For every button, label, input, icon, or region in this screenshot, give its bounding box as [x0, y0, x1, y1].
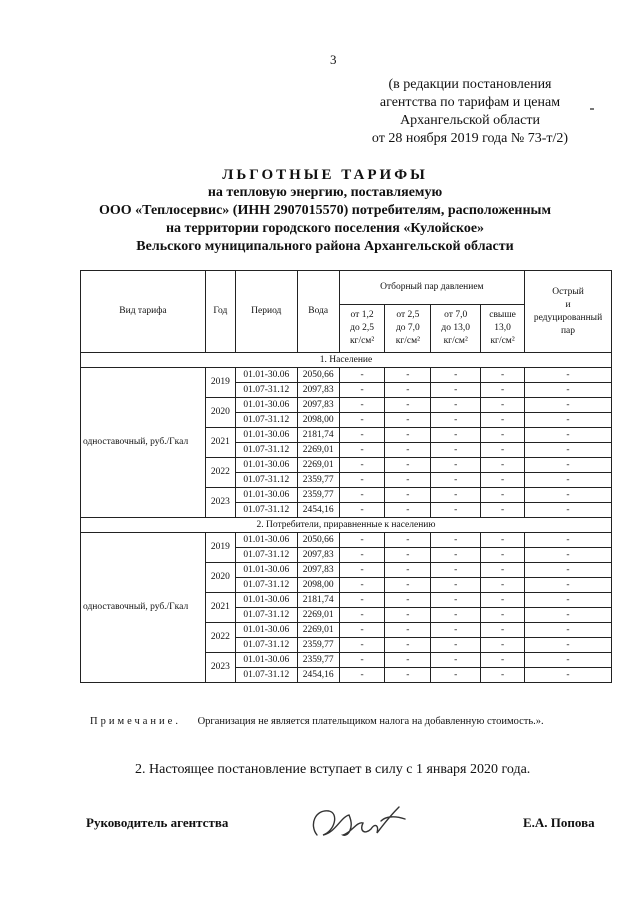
steam-value-cell: -: [339, 458, 385, 473]
steam-value-cell: -: [385, 428, 431, 443]
steam-value-cell: -: [339, 593, 385, 608]
note-label: Примечание.: [90, 716, 181, 727]
water-value-cell: 2359,77: [297, 473, 339, 488]
steam-value-cell: -: [431, 368, 481, 383]
header-period: Период: [235, 271, 297, 353]
water-value-cell: 2269,01: [297, 623, 339, 638]
period-cell: 01.01-30.06: [235, 593, 297, 608]
steam-value-cell: -: [481, 653, 525, 668]
water-value-cell: 2097,83: [297, 383, 339, 398]
water-value-cell: 2359,77: [297, 653, 339, 668]
sharp-steam-value-cell: -: [525, 488, 612, 503]
steam-value-cell: -: [385, 473, 431, 488]
section-title-row: [81, 518, 612, 533]
steam-value-cell: -: [431, 548, 481, 563]
note-text: Организация не является плательщиком налога на добавленную стоимость.».: [197, 716, 544, 727]
steam-value-cell: -: [431, 638, 481, 653]
water-value-cell: 2050,66: [297, 533, 339, 548]
tariff-table-body: [81, 353, 612, 683]
steam-value-cell: -: [385, 368, 431, 383]
steam-value-cell: -: [339, 653, 385, 668]
edition-line: агентства по тарифам и ценам: [379, 95, 561, 110]
steam-value-cell: -: [481, 563, 525, 578]
steam-value-cell: -: [339, 548, 385, 563]
steam-value-cell: -: [385, 488, 431, 503]
water-value-cell: 2097,83: [297, 548, 339, 563]
header-sharp-line: и: [565, 299, 571, 310]
document-title: [60, 166, 590, 256]
steam-value-cell: -: [339, 428, 385, 443]
steam-value-cell: -: [481, 398, 525, 413]
sharp-steam-value-cell: -: [525, 503, 612, 518]
steam-value-cell: -: [385, 653, 431, 668]
steam-value-cell: -: [431, 653, 481, 668]
header-sharp-line: Острый: [552, 286, 584, 297]
sharp-steam-value-cell: -: [525, 638, 612, 653]
sharp-steam-value-cell: -: [525, 443, 612, 458]
edition-note: [345, 76, 595, 148]
period-cell: 01.07-31.12: [235, 638, 297, 653]
year-cell: 2022: [205, 458, 235, 488]
year-cell: 2019: [205, 533, 235, 563]
header-steam-col: [431, 305, 481, 353]
tariff-type-cell: одноставочный, руб./Гкал: [81, 533, 206, 683]
steam-value-cell: -: [385, 443, 431, 458]
sharp-steam-value-cell: -: [525, 413, 612, 428]
steam-value-cell: -: [385, 668, 431, 683]
period-cell: 01.01-30.06: [235, 458, 297, 473]
steam-value-cell: -: [339, 578, 385, 593]
water-value-cell: 2098,00: [297, 578, 339, 593]
steam-value-cell: -: [481, 668, 525, 683]
sharp-steam-value-cell: -: [525, 593, 612, 608]
sharp-steam-value-cell: -: [525, 563, 612, 578]
steam-value-cell: -: [481, 533, 525, 548]
steam-value-cell: -: [385, 458, 431, 473]
steam-value-cell: -: [481, 383, 525, 398]
year-cell: 2020: [205, 398, 235, 428]
header-line: кг/см²: [349, 336, 375, 346]
steam-value-cell: -: [385, 533, 431, 548]
steam-value-cell: -: [339, 368, 385, 383]
steam-value-cell: -: [431, 398, 481, 413]
steam-value-cell: -: [339, 608, 385, 623]
header-line: от 1,2: [350, 310, 374, 320]
steam-value-cell: -: [431, 488, 481, 503]
sharp-steam-value-cell: -: [525, 533, 612, 548]
year-cell: 2023: [205, 488, 235, 518]
effective-date-statement: 2. Настоящее постановление вступает в силу с 1 января 2020 года.: [135, 762, 531, 777]
steam-value-cell: -: [385, 413, 431, 428]
year-cell: 2019: [205, 368, 235, 398]
header-sharp-steam: [525, 271, 612, 353]
water-value-cell: 2269,01: [297, 608, 339, 623]
table-row: [81, 368, 612, 383]
water-value-cell: 2098,00: [297, 413, 339, 428]
sharp-steam-value-cell: -: [525, 368, 612, 383]
steam-value-cell: -: [481, 623, 525, 638]
steam-value-cell: -: [481, 593, 525, 608]
header-line: 13,0: [494, 323, 511, 333]
header-steam-group: Отборный пар давлением: [339, 271, 524, 305]
sharp-steam-value-cell: -: [525, 623, 612, 638]
section-title: 1. Население: [81, 353, 612, 368]
steam-value-cell: -: [385, 398, 431, 413]
water-value-cell: 2050,66: [297, 368, 339, 383]
water-value-cell: 2269,01: [297, 443, 339, 458]
year-cell: 2020: [205, 563, 235, 593]
steam-value-cell: -: [385, 563, 431, 578]
steam-value-cell: -: [339, 623, 385, 638]
header-steam-col: [339, 305, 385, 353]
steam-value-cell: -: [339, 398, 385, 413]
steam-value-cell: -: [385, 383, 431, 398]
period-cell: 01.01-30.06: [235, 533, 297, 548]
period-cell: 01.01-30.06: [235, 488, 297, 503]
water-value-cell: 2181,74: [297, 593, 339, 608]
steam-value-cell: -: [481, 608, 525, 623]
steam-value-cell: -: [481, 473, 525, 488]
period-cell: 01.01-30.06: [235, 368, 297, 383]
steam-value-cell: -: [481, 488, 525, 503]
title-line: на территории городского поселения «Кулойское»: [165, 221, 485, 236]
steam-value-cell: -: [339, 638, 385, 653]
steam-value-cell: -: [481, 458, 525, 473]
water-value-cell: 2454,16: [297, 503, 339, 518]
section-title: 2. Потребители, приравненные к населению: [81, 518, 612, 533]
steam-value-cell: -: [339, 533, 385, 548]
steam-value-cell: -: [339, 668, 385, 683]
steam-value-cell: -: [481, 548, 525, 563]
header-tariff-type: Вид тарифа: [81, 271, 206, 353]
sharp-steam-value-cell: -: [525, 458, 612, 473]
year-cell: 2022: [205, 623, 235, 653]
period-cell: 01.07-31.12: [235, 608, 297, 623]
period-cell: 01.07-31.12: [235, 668, 297, 683]
water-value-cell: 2097,83: [297, 398, 339, 413]
header-line: до 13,0: [441, 323, 470, 333]
steam-value-cell: -: [481, 413, 525, 428]
period-cell: 01.07-31.12: [235, 413, 297, 428]
sharp-steam-value-cell: -: [525, 653, 612, 668]
period-cell: 01.07-31.12: [235, 383, 297, 398]
period-cell: 01.01-30.06: [235, 428, 297, 443]
sharp-steam-value-cell: -: [525, 383, 612, 398]
sharp-steam-value-cell: -: [525, 668, 612, 683]
steam-value-cell: -: [431, 578, 481, 593]
steam-value-cell: -: [339, 503, 385, 518]
header-sharp-line: пар: [560, 325, 576, 336]
steam-value-cell: -: [385, 548, 431, 563]
steam-value-cell: -: [431, 473, 481, 488]
section-title-row: [81, 353, 612, 368]
page-number: 3: [330, 52, 337, 67]
header-line: от 7,0: [444, 310, 468, 320]
period-cell: 01.01-30.06: [235, 623, 297, 638]
signatory-position: Руководитель агентства: [86, 815, 229, 830]
header-line: кг/см²: [395, 336, 420, 346]
header-line: до 7,0: [395, 323, 420, 333]
tariff-type-cell: одноставочный, руб./Гкал: [81, 368, 206, 518]
note: [90, 716, 544, 727]
handwritten-signature: [305, 795, 415, 850]
title-line: на тепловую энергию, поставляемую: [207, 185, 443, 200]
steam-value-cell: -: [431, 623, 481, 638]
steam-value-cell: -: [431, 413, 481, 428]
header-steam-col: [385, 305, 431, 353]
year-cell: 2023: [205, 653, 235, 683]
sharp-steam-value-cell: -: [525, 473, 612, 488]
sharp-steam-value-cell: -: [525, 428, 612, 443]
year-cell: 2021: [205, 593, 235, 623]
sharp-steam-value-cell: -: [525, 578, 612, 593]
period-cell: 01.07-31.12: [235, 473, 297, 488]
title-line: ООО «Теплосервис» (ИНН 2907015570) потребителям, расположенным: [98, 203, 552, 218]
water-value-cell: 2359,77: [297, 638, 339, 653]
steam-value-cell: -: [481, 428, 525, 443]
steam-value-cell: -: [481, 368, 525, 383]
water-value-cell: 2454,16: [297, 668, 339, 683]
steam-value-cell: -: [431, 383, 481, 398]
table-row: [81, 533, 612, 548]
steam-value-cell: -: [431, 443, 481, 458]
header-line: до 2,5: [350, 323, 374, 333]
sharp-steam-value-cell: -: [525, 608, 612, 623]
steam-value-cell: -: [431, 608, 481, 623]
sharp-steam-value-cell: -: [525, 548, 612, 563]
steam-value-cell: -: [339, 383, 385, 398]
steam-value-cell: -: [431, 503, 481, 518]
edition-line: (в редакции постановления: [388, 77, 552, 92]
signatory-name: Е.А. Попова: [523, 815, 595, 830]
steam-value-cell: -: [339, 473, 385, 488]
steam-value-cell: -: [481, 578, 525, 593]
period-cell: 01.07-31.12: [235, 443, 297, 458]
steam-value-cell: -: [431, 428, 481, 443]
steam-value-cell: -: [431, 458, 481, 473]
steam-value-cell: -: [431, 563, 481, 578]
steam-value-cell: -: [431, 533, 481, 548]
period-cell: 01.01-30.06: [235, 563, 297, 578]
period-cell: 01.01-30.06: [235, 653, 297, 668]
steam-value-cell: -: [481, 638, 525, 653]
period-cell: 01.07-31.12: [235, 548, 297, 563]
header-line: свыше: [489, 310, 516, 320]
steam-value-cell: -: [339, 443, 385, 458]
header-steam-col: [481, 305, 525, 353]
water-value-cell: 2269,01: [297, 458, 339, 473]
header-water: Вода: [297, 271, 339, 353]
header-line: кг/см²: [443, 336, 468, 346]
title-line: Вельского муниципального района Архангельской области: [136, 239, 514, 254]
sharp-steam-value-cell: -: [525, 398, 612, 413]
period-cell: 01.07-31.12: [235, 503, 297, 518]
steam-value-cell: -: [385, 593, 431, 608]
water-value-cell: 2359,77: [297, 488, 339, 503]
steam-value-cell: -: [431, 668, 481, 683]
header-year: Год: [205, 271, 235, 353]
tariff-table: [80, 270, 612, 683]
steam-value-cell: -: [385, 623, 431, 638]
steam-value-cell: -: [385, 608, 431, 623]
header-line: кг/см²: [490, 336, 515, 346]
period-cell: 01.01-30.06: [235, 398, 297, 413]
steam-value-cell: -: [481, 503, 525, 518]
steam-value-cell: -: [339, 563, 385, 578]
steam-value-cell: -: [431, 593, 481, 608]
period-cell: 01.07-31.12: [235, 578, 297, 593]
steam-value-cell: -: [339, 413, 385, 428]
water-value-cell: 2097,83: [297, 563, 339, 578]
steam-value-cell: -: [385, 503, 431, 518]
edition-line: Архангельской области: [400, 113, 540, 128]
steam-value-cell: -: [385, 638, 431, 653]
edition-line: от 28 ноября 2019 года № 73-т/2): [371, 131, 569, 146]
title-heading: ЛЬГОТНЫЕ ТАРИФЫ: [222, 167, 428, 183]
steam-value-cell: -: [339, 488, 385, 503]
steam-value-cell: -: [481, 443, 525, 458]
steam-value-cell: -: [385, 578, 431, 593]
header-line: от 2,5: [396, 310, 420, 320]
water-value-cell: 2181,74: [297, 428, 339, 443]
year-cell: 2021: [205, 428, 235, 458]
header-sharp-line: редуцированный: [533, 312, 603, 323]
